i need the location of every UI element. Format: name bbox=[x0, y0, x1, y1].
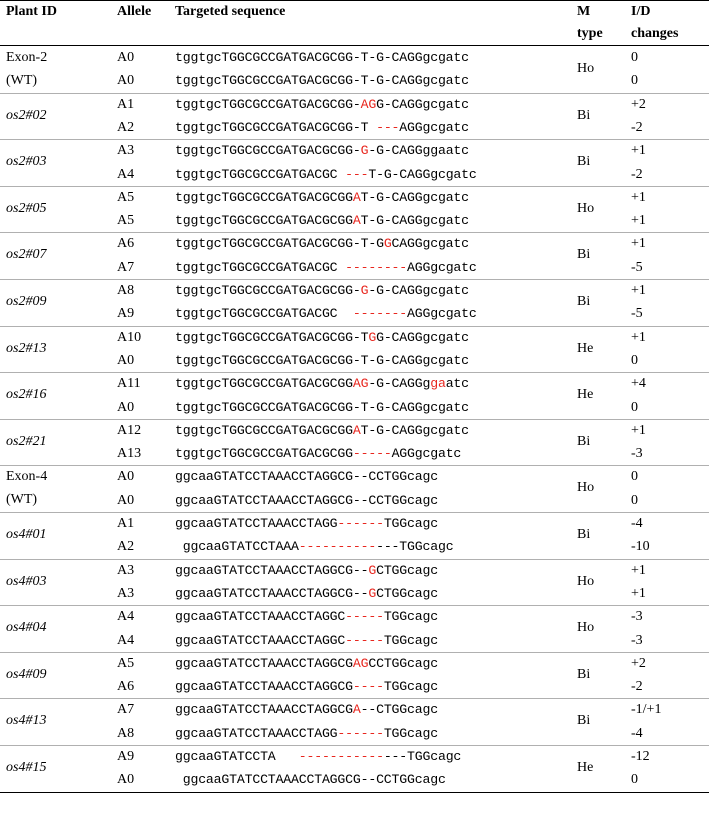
sequence-segment: ggcaaGTATCCTAAACCTAGGCG-- bbox=[175, 562, 369, 578]
sequence-mutation: G bbox=[383, 236, 392, 252]
targeted-sequence bbox=[175, 327, 469, 348]
targeted-sequence bbox=[175, 140, 469, 161]
sequence-segment: atc bbox=[445, 376, 469, 392]
sequence-mutation: ------ bbox=[337, 725, 384, 741]
sequence-segment: tggtgcTGGCGCCGATGACGCGG-T-G-CAGGgcgatc bbox=[175, 50, 469, 65]
id-change-value: 0 bbox=[631, 399, 638, 415]
plant-id: Exon-4 bbox=[6, 469, 48, 485]
sequence-segment: TGGcagc bbox=[383, 516, 438, 531]
targeted-sequence bbox=[175, 164, 477, 185]
header-targeted-sequence: Targeted sequence bbox=[175, 4, 286, 19]
allele-label: A6 bbox=[117, 679, 135, 695]
sequence-mutation: ----- bbox=[345, 609, 384, 625]
sequence-segment: T-G-CAGGgcgatc bbox=[360, 213, 469, 229]
sequence-segment: ggcaaGTATCCTAAACCTAGGC bbox=[175, 632, 346, 648]
sequence-segment: tggtgcTGGCGCCGATGACGCGG- bbox=[175, 143, 361, 159]
sequence-segment: G-CAGGgcgatc bbox=[376, 96, 469, 112]
allele-label: A1 bbox=[117, 96, 135, 112]
sequence-segment: -G-CAGGggaatc bbox=[368, 143, 469, 159]
targeted-sequence bbox=[175, 257, 477, 278]
sequence-mutation: ---------- bbox=[298, 539, 377, 555]
mutation-type: Ho bbox=[577, 573, 595, 589]
id-change-value: +1 bbox=[631, 283, 646, 298]
plant-id-note: (WT) bbox=[6, 73, 38, 88]
id-change-value: -5 bbox=[631, 306, 643, 322]
sequence-segment: -G-CAGGg bbox=[368, 376, 431, 392]
id-change-value: +1 bbox=[631, 213, 646, 229]
sequence-segment: ggcaaGTATCCTAAACCTAGGCG bbox=[175, 655, 353, 671]
sequence-segment: ggcaaGTATCCTAAACCTAGG bbox=[175, 725, 338, 741]
id-change-value: 0 bbox=[631, 469, 638, 485]
targeted-sequence bbox=[175, 303, 477, 324]
sequence-mutation: A bbox=[352, 189, 361, 205]
targeted-sequence bbox=[175, 513, 438, 534]
sequence-segment: ---TGGcagc bbox=[383, 749, 462, 764]
id-change-value: 0 bbox=[631, 492, 638, 508]
sequence-segment: AGGgcgatc bbox=[391, 446, 462, 462]
mutation-type: He bbox=[577, 387, 594, 403]
sequence-segment: tggtgcTGGCGCCGATGACGCGG bbox=[175, 213, 353, 229]
plant-id: os4#13 bbox=[6, 713, 47, 729]
id-change-value: 0 bbox=[631, 352, 638, 368]
allele-label: A1 bbox=[117, 516, 135, 531]
id-change-value: -3 bbox=[631, 446, 643, 462]
allele-label: A4 bbox=[117, 609, 135, 625]
mutation-type: Bi bbox=[577, 433, 591, 449]
targeted-sequence bbox=[175, 653, 438, 674]
plant-id: os2#16 bbox=[6, 387, 47, 403]
targeted-sequence bbox=[175, 676, 438, 697]
sequence-mutation: AG bbox=[352, 655, 369, 671]
sequence-segment: tggtgcTGGCGCCGATGACGCGG bbox=[175, 446, 353, 462]
sequence-mutation: ------ bbox=[337, 516, 384, 531]
id-change-value: +1 bbox=[631, 422, 646, 438]
plant-id: os2#02 bbox=[6, 107, 47, 123]
sequence-segment: G-CAGGgcgatc bbox=[376, 329, 469, 345]
allele-label: A9 bbox=[117, 749, 135, 764]
sequence-mutation: ga bbox=[430, 376, 446, 392]
id-change-value: 0 bbox=[631, 772, 638, 788]
sequence-mutation: AG bbox=[352, 376, 369, 392]
allele-label: A0 bbox=[117, 469, 135, 485]
targeted-sequence bbox=[175, 746, 461, 767]
sequence-mutation: -------- bbox=[345, 259, 408, 275]
mutation-type: Bi bbox=[577, 527, 591, 542]
mutation-type: Bi bbox=[577, 247, 591, 263]
sequence-mutation: G bbox=[368, 562, 377, 578]
targeted-sequence bbox=[175, 280, 469, 301]
mutation-type: Bi bbox=[577, 666, 591, 682]
id-change-value: +1 bbox=[631, 329, 646, 345]
allele-label: A7 bbox=[117, 259, 135, 275]
id-change-value: -12 bbox=[631, 749, 650, 764]
id-change-value: +1 bbox=[631, 189, 646, 205]
sequence-mutation: A bbox=[352, 702, 361, 718]
targeted-sequence bbox=[175, 606, 438, 627]
allele-label: A3 bbox=[117, 585, 135, 601]
sequence-segment: ggcaaGTATCCTAAACCTAGGCG-- bbox=[175, 585, 369, 601]
id-change-value: +1 bbox=[631, 585, 646, 601]
sequence-segment: tggtgcTGGCGCCGATGACGC bbox=[175, 259, 346, 275]
targeted-sequence bbox=[175, 47, 469, 68]
id-change-value: +2 bbox=[631, 96, 646, 112]
sequence-segment: ---TGGcagc bbox=[376, 539, 454, 555]
targeted-sequence bbox=[175, 210, 469, 231]
id-change-value: -4 bbox=[631, 516, 643, 531]
sequence-segment: tggtgcTGGCGCCGATGACGCGG-T-G-CAGGgcgatc bbox=[175, 73, 469, 89]
targeted-sequence bbox=[175, 420, 469, 441]
allele-label: A0 bbox=[117, 73, 135, 89]
header-id-changes-line2: changes bbox=[631, 26, 679, 41]
allele-label: A0 bbox=[117, 399, 135, 415]
sequence-segment: tggtgcTGGCGCCGATGACGCGG-T bbox=[175, 119, 377, 135]
id-change-value: +4 bbox=[631, 376, 646, 392]
sequence-segment: ggcaaGTATCCTAAACCTAGGCG bbox=[175, 679, 353, 695]
mutation-type: Ho bbox=[577, 61, 595, 76]
sequence-segment: AGGgcgatc bbox=[407, 306, 477, 322]
id-change-value: +1 bbox=[631, 143, 646, 159]
targeted-sequence bbox=[175, 233, 469, 254]
mutation-type: Bi bbox=[577, 107, 591, 123]
sequence-segment: TGGcagc bbox=[383, 725, 438, 741]
sequence-mutation: G bbox=[360, 143, 369, 159]
sequence-segment: ggcaaGTATCCTAAACCTAGGC bbox=[175, 609, 346, 625]
sequence-segment: TGGcagc bbox=[383, 609, 438, 625]
sequence-segment: --CTGGcagc bbox=[360, 702, 438, 718]
targeted-sequence bbox=[175, 583, 438, 604]
targeted-sequence bbox=[175, 373, 469, 394]
targeted-sequence bbox=[175, 94, 469, 115]
mutation-type: Bi bbox=[577, 713, 591, 729]
targeted-sequence bbox=[175, 397, 469, 418]
id-change-value: -3 bbox=[631, 632, 643, 648]
allele-label: A9 bbox=[117, 306, 135, 322]
allele-label: A5 bbox=[117, 213, 135, 229]
allele-label: A13 bbox=[117, 446, 142, 462]
sequence-mutation: ----- bbox=[345, 632, 384, 648]
allele-label: A12 bbox=[117, 422, 142, 438]
sequence-mutation: ----- bbox=[352, 446, 392, 462]
targeted-sequence bbox=[175, 490, 438, 511]
plant-id: os2#21 bbox=[6, 433, 47, 449]
allele-label: A4 bbox=[117, 166, 135, 182]
allele-label: A2 bbox=[117, 539, 135, 555]
sequence-segment: AGGgcgatc bbox=[407, 259, 477, 275]
targeted-sequence bbox=[175, 466, 438, 487]
allele-label: A0 bbox=[117, 772, 135, 788]
header-allele: Allele bbox=[117, 4, 152, 19]
sequence-segment: -G-CAGGgcgatc bbox=[368, 283, 469, 298]
sequence-segment: T-G-CAGGgcgatc bbox=[368, 166, 477, 182]
mutation-type: Ho bbox=[577, 480, 595, 496]
sequence-segment: tggtgcTGGCGCCGATGACGCGG bbox=[175, 422, 353, 438]
id-change-value: -10 bbox=[631, 539, 650, 555]
id-change-value: 0 bbox=[631, 50, 638, 65]
sequence-segment: tggtgcTGGCGCCGATGACGCGG-T-G-CAGGgcgatc bbox=[175, 399, 469, 415]
targeted-sequence bbox=[175, 560, 438, 581]
sequence-segment: tggtgcTGGCGCCGATGACGC bbox=[175, 166, 346, 182]
mutation-type: He bbox=[577, 340, 594, 356]
targeted-sequence bbox=[175, 769, 446, 790]
sequence-segment: ggcaaGTATCCTAAACCTAGGCG--CCTGGcagc bbox=[175, 772, 446, 788]
sequence-segment: tggtgcTGGCGCCGATGACGCGG- bbox=[175, 96, 361, 112]
allele-label: A10 bbox=[117, 329, 142, 345]
targeted-sequence bbox=[175, 536, 453, 557]
id-change-value: -3 bbox=[631, 609, 643, 625]
allele-label: A8 bbox=[117, 725, 135, 741]
sequence-segment: T-G-CAGGgcgatc bbox=[360, 422, 469, 438]
sequence-segment: ggcaaGTATCCTAAACCTAGGCG--CCTGGcagc bbox=[175, 492, 438, 508]
targeted-sequence bbox=[175, 630, 438, 651]
targeted-sequence bbox=[175, 699, 438, 720]
plant-id: os2#05 bbox=[6, 200, 47, 216]
sequence-segment: tggtgcTGGCGCCGATGACGCGG-T bbox=[175, 329, 369, 345]
sequence-segment: TGGcagc bbox=[383, 632, 438, 648]
plant-id: os2#07 bbox=[6, 247, 47, 263]
sequence-segment: ggcaaGTATCCTAAACCTAGGCG bbox=[175, 702, 353, 718]
sequence-segment: CCTGGcagc bbox=[368, 655, 438, 671]
allele-label: A0 bbox=[117, 492, 135, 508]
sequence-mutation: G bbox=[368, 585, 377, 601]
allele-label: A5 bbox=[117, 655, 135, 671]
header-plant-id: Plant ID bbox=[6, 4, 57, 19]
sequence-mutation: G bbox=[360, 283, 369, 298]
id-change-value: -1/+1 bbox=[631, 702, 662, 718]
plant-id: os4#04 bbox=[6, 620, 47, 636]
plant-id: Exon-2 bbox=[6, 50, 48, 65]
header-id-changes-line1: I/D bbox=[631, 4, 651, 19]
targeted-sequence bbox=[175, 117, 469, 138]
allele-label: A0 bbox=[117, 50, 135, 65]
sequence-mutation: --- bbox=[376, 119, 400, 135]
targeted-sequence bbox=[175, 350, 469, 371]
sequence-mutation: --- bbox=[345, 166, 369, 182]
sequence-mutation: ----------- bbox=[298, 749, 384, 764]
plant-id: os2#03 bbox=[6, 154, 47, 170]
allele-label: A8 bbox=[117, 283, 135, 298]
mutation-type: He bbox=[577, 760, 594, 775]
sequence-segment: tggtgcTGGCGCCGATGACGCGG-T-G-CAGGgcgatc bbox=[175, 352, 469, 368]
plant-id-note: (WT) bbox=[6, 492, 38, 508]
id-change-value: -2 bbox=[631, 119, 643, 135]
sequence-segment: CTGGcagc bbox=[376, 562, 438, 578]
targeted-sequence bbox=[175, 723, 438, 744]
allele-label: A3 bbox=[117, 562, 135, 578]
id-change-value: -2 bbox=[631, 166, 643, 182]
allele-label: A5 bbox=[117, 189, 135, 205]
header-mtype-line1: M bbox=[577, 4, 591, 19]
header-mtype-line2: type bbox=[577, 26, 603, 41]
sequence-segment: ggcaaGTATCCTA bbox=[175, 749, 299, 764]
id-change-value: +1 bbox=[631, 562, 646, 578]
targeted-sequence bbox=[175, 443, 461, 464]
sequence-segment: TGGcagc bbox=[383, 679, 438, 695]
sequence-segment: tggtgcTGGCGCCGATGACGCGG-T-G bbox=[175, 236, 384, 252]
id-change-value: -2 bbox=[631, 679, 643, 695]
sequence-mutation: ---- bbox=[352, 679, 384, 695]
allele-label: A3 bbox=[117, 143, 135, 159]
mutation-type: Ho bbox=[577, 200, 595, 216]
plant-id: os4#03 bbox=[6, 573, 47, 589]
sequence-segment: tggtgcTGGCGCCGATGACGCGG- bbox=[175, 283, 361, 298]
sequence-segment: ggcaaGTATCCTAAACCTAGG bbox=[175, 516, 338, 531]
allele-label: A4 bbox=[117, 632, 135, 648]
sequence-mutation: A bbox=[352, 213, 361, 229]
sequence-mutation: ------- bbox=[352, 306, 408, 322]
allele-label: A6 bbox=[117, 236, 135, 252]
table-top-rule bbox=[0, 0, 709, 1]
plant-id: os2#13 bbox=[6, 340, 47, 356]
allele-label: A7 bbox=[117, 702, 135, 718]
table-bottom-rule bbox=[0, 792, 709, 793]
plant-id: os4#09 bbox=[6, 666, 47, 682]
targeted-sequence bbox=[175, 70, 469, 91]
plant-id: os4#01 bbox=[6, 527, 47, 542]
sequence-mutation: G bbox=[368, 329, 377, 345]
id-change-value: +2 bbox=[631, 655, 646, 671]
id-change-value: +1 bbox=[631, 236, 646, 252]
plant-id: os4#15 bbox=[6, 760, 47, 775]
sequence-segment: CAGGgcgatc bbox=[391, 236, 469, 252]
mutation-type: Bi bbox=[577, 294, 591, 309]
sequence-segment: T-G-CAGGgcgatc bbox=[360, 189, 469, 205]
sequence-segment: ggcaaGTATCCTAAACCTAGGCG--CCTGGcagc bbox=[175, 469, 438, 485]
header-bottom-rule bbox=[0, 45, 709, 46]
sequence-segment: tggtgcTGGCGCCGATGACGC bbox=[175, 306, 353, 322]
allele-label: A11 bbox=[117, 376, 141, 392]
id-change-value: 0 bbox=[631, 73, 638, 89]
mutation-type: Bi bbox=[577, 154, 591, 170]
sequence-segment: CTGGcagc bbox=[376, 585, 438, 601]
plant-id: os2#09 bbox=[6, 294, 47, 309]
sequence-segment: ggcaaGTATCCTAAA bbox=[175, 539, 299, 555]
id-change-value: -5 bbox=[631, 259, 643, 275]
sequence-segment: AGGgcgatc bbox=[399, 119, 469, 135]
sequence-mutation: A bbox=[352, 422, 361, 438]
targeted-sequence bbox=[175, 187, 469, 208]
sequence-segment: tggtgcTGGCGCCGATGACGCGG bbox=[175, 376, 353, 392]
sequence-segment: tggtgcTGGCGCCGATGACGCGG bbox=[175, 189, 353, 205]
id-change-value: -4 bbox=[631, 725, 643, 741]
mutation-type: Ho bbox=[577, 620, 595, 636]
sequence-mutation: AG bbox=[360, 96, 377, 112]
allele-label: A0 bbox=[117, 352, 135, 368]
allele-label: A2 bbox=[117, 119, 135, 135]
